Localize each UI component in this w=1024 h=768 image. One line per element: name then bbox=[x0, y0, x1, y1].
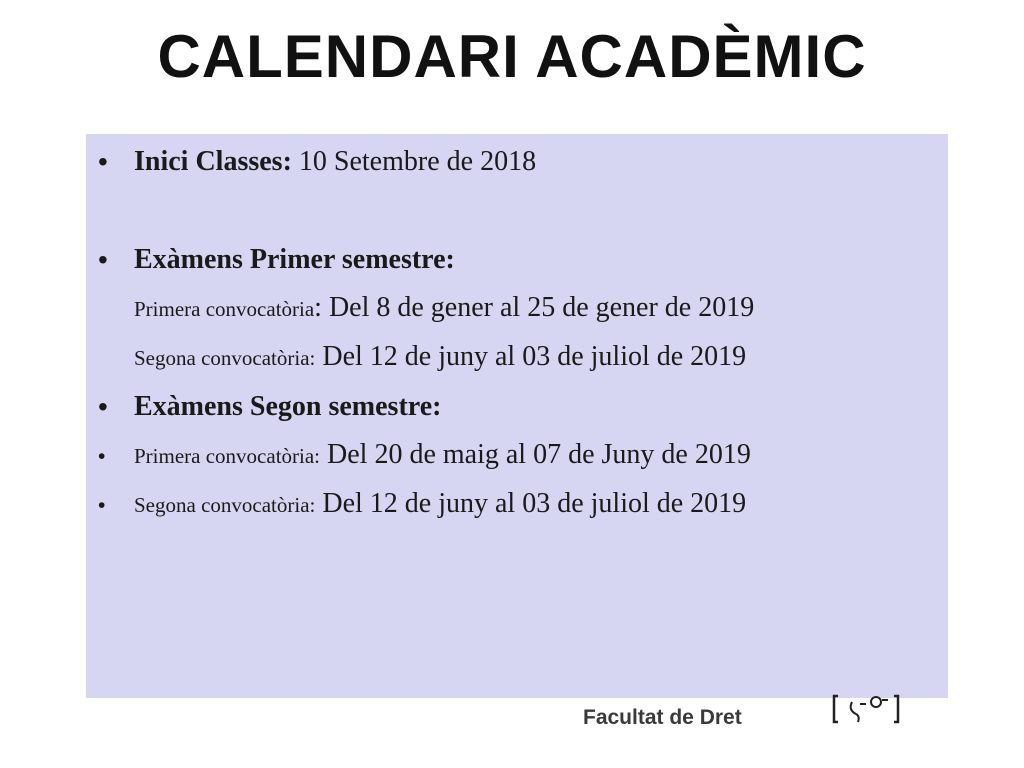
segon-semestre-segona-value: Del 12 de juny al 03 de juliol de 2019 bbox=[315, 488, 747, 519]
primer-semestre-primera-value: : Del 8 de gener al 25 de gener de 2019 bbox=[314, 292, 755, 323]
inici-classes-value: 10 Setembre de 2018 bbox=[291, 146, 537, 177]
bullet: • bbox=[98, 494, 106, 517]
faculty-name: Facultat de Dret bbox=[583, 706, 742, 729]
content-box bbox=[86, 134, 948, 698]
segon-semestre-primera-value: Del 20 de maig al 07 de Juny de 2019 bbox=[320, 439, 751, 470]
primer-semestre-heading: Exàmens Primer semestre: bbox=[134, 244, 455, 275]
inici-classes-label: Inici Classes: bbox=[134, 146, 292, 177]
university-seal-icon bbox=[830, 692, 902, 726]
bullet: • bbox=[98, 146, 108, 177]
bullet: • bbox=[98, 445, 106, 468]
segon-semestre-primera-label: Primera convocatòria: bbox=[134, 444, 321, 468]
bullet: • bbox=[98, 244, 108, 275]
primer-semestre-segona-label: Segona convocatòria: bbox=[134, 346, 316, 370]
segon-semestre-segona-label: Segona convocatòria: bbox=[134, 493, 316, 517]
segon-semestre-heading: Exàmens Segon semestre: bbox=[134, 391, 442, 422]
slide-title: CALENDARI ACADÈMIC bbox=[157, 23, 867, 90]
primer-semestre-primera-label: Primera convocatòria bbox=[134, 297, 315, 321]
bullet: • bbox=[98, 391, 108, 422]
primer-semestre-segona-value: Del 12 de juny al 03 de juliol de 2019 bbox=[315, 341, 747, 372]
